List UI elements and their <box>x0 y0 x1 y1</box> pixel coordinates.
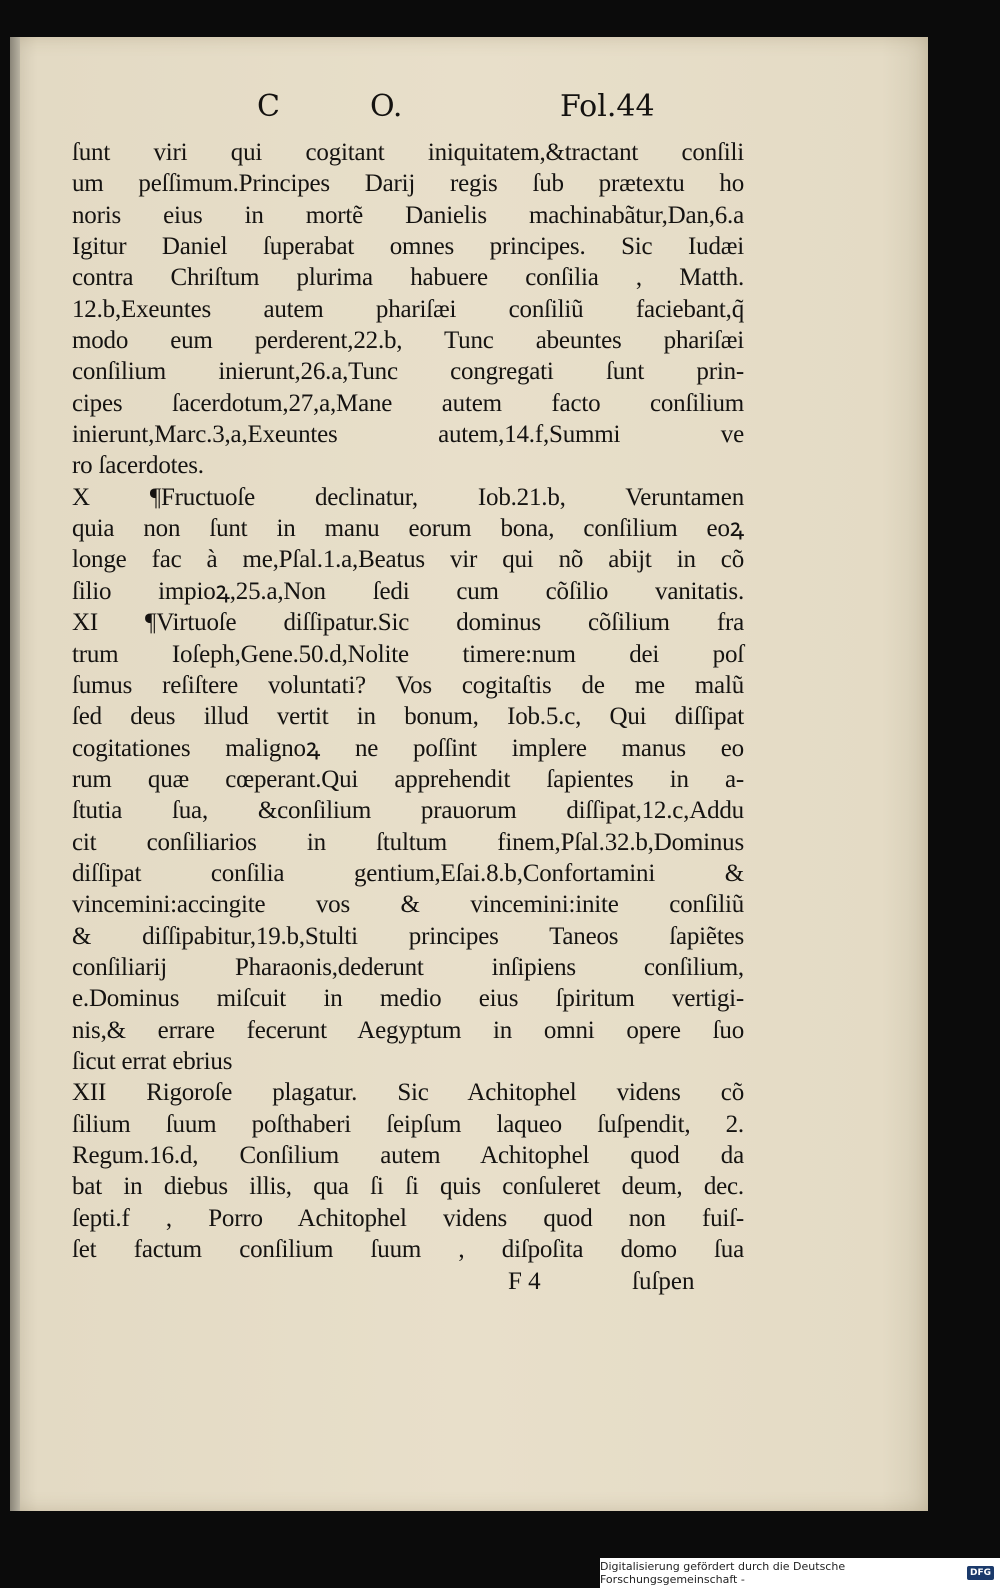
text-line: X ¶Fructuoſe declinatur, Iob.21.b, Veruntamen <box>72 483 744 511</box>
running-head-left: C <box>257 89 280 124</box>
text-line: trum Ioſeph,Gene.50.d,Nolite timere:num dei poſ <box>72 640 744 668</box>
text-line: contra Chriſtum plurima habuere conſilia , Matth. <box>72 264 744 292</box>
text-line: conſilium inierunt,26.a,Tunc congregati ſunt prin- <box>72 358 744 386</box>
text-line: cit conſiliarios in ſtultum finem,Pſal.32.b,Dominus <box>72 828 744 856</box>
text-line: ſunt viri qui cogitant iniquitatem,&tractant conſili <box>72 139 744 166</box>
page-edge <box>10 37 20 1511</box>
running-head <box>10 89 928 129</box>
text-line: 12.b,Exeuntes autem phariſæi conſiliũ faciebant,q̃ <box>72 295 744 323</box>
text-line: modo eum perderent,22.b, Tunc abeuntes phariſæi <box>72 327 744 355</box>
text-line: Regum.16.d, Conſilium autem Achitophel quod da <box>72 1142 744 1169</box>
text-line: vincemini:accingite vos & vincemini:inite conſiliũ <box>72 891 744 919</box>
text-line: XI ¶Virtuoſe diſſipatur.Sic dominus cõſilium fra <box>72 609 744 637</box>
text-line: inierunt,Marc.3,a,Exeuntes autem,14.f,Summi ve <box>72 421 744 449</box>
catchword: ſuſpen <box>632 1268 695 1296</box>
text-line: bat in diebus illis, qua ſi ſi quis conſuleret deum, dec. <box>72 1173 744 1201</box>
text-line: ſilio impioꝝ,25.a,Non ſedi cum cõſilio vanitatis. <box>72 577 744 605</box>
text-line: longe fac à me,Pſal.1.a,Beatus vir qui nõ abijt in cõ <box>72 546 744 574</box>
text-line: XII Rigoroſe plagatur. Sic Achitophel videns cõ <box>72 1079 744 1107</box>
signature-line <box>72 1265 744 1298</box>
text-line: ro ſacerdotes. <box>72 452 204 480</box>
text-line: diſſipat conſilia gentium,Eſai.8.b,Confortamini & <box>72 859 744 887</box>
dfg-logo: DFG <box>967 1566 994 1580</box>
text-line: noris eius in mortẽ Danielis machinabãtur,Dan,6.a <box>72 201 744 229</box>
folio-number: Fol.44 <box>560 89 655 124</box>
text-line: um peſſimum.Principes Darij regis ſub prætextu ho <box>72 170 744 198</box>
running-head-middle: O. <box>370 89 403 124</box>
text-block <box>72 137 744 1298</box>
text-line: ſet factum conſilium ſuum , diſpoſita domo ſua <box>72 1236 744 1264</box>
text-line: ſicut errat ebrius <box>72 1047 233 1075</box>
text-line: ſilium ſuum poſthaberi ſeipſum laqueo ſuſpendit, 2. <box>72 1110 744 1138</box>
text-line: conſiliarij Pharaonis,dederunt inſipiens conſilium, <box>72 953 744 981</box>
text-line: & diſſipabitur,19.b,Stulti principes Taneos ſapiẽtes <box>72 922 744 950</box>
text-line: ſepti.f , Porro Achitophel videns quod non fuiſ- <box>72 1204 744 1232</box>
credit-text: Digitalisierung gefördert durch die Deutsche Forschungsgemeinschaft - <box>600 1560 846 1586</box>
text-line: e.Dominus miſcuit in medio eius ſpiritum vertigi- <box>72 985 744 1013</box>
book-page <box>10 37 928 1511</box>
text-line: quia non ſunt in manu eorum bona, conſilium eoꝝ <box>72 515 744 543</box>
signature-mark: F 4 <box>508 1268 541 1296</box>
text-line: cogitationes malignoꝝ ne poſſint implere manus eo <box>72 734 744 762</box>
text-line: cipes ſacerdotum,27,a,Mane autem facto conſilium <box>72 389 744 417</box>
text-line: ſed deus illud vertit in bonum, Iob.5.c, Qui diſſipat <box>72 703 744 731</box>
text-line: ſtutia ſua, &conſilium prauorum diſſipat,12.c,Addu <box>72 797 744 825</box>
text-line: nis,& errare fecerunt Aegyptum in omni opere ſuo <box>72 1016 744 1044</box>
text-line: ſumus reſiſtere voluntati? Vos cogitaſtis de me malũ <box>72 671 744 699</box>
text-line: rum quæ cœperant.Qui apprehendit ſapientes in a- <box>72 765 744 793</box>
digitization-credit <box>600 1558 1000 1588</box>
text-line: Igitur Daniel ſuperabat omnes principes. Sic Iudæi <box>72 233 744 261</box>
